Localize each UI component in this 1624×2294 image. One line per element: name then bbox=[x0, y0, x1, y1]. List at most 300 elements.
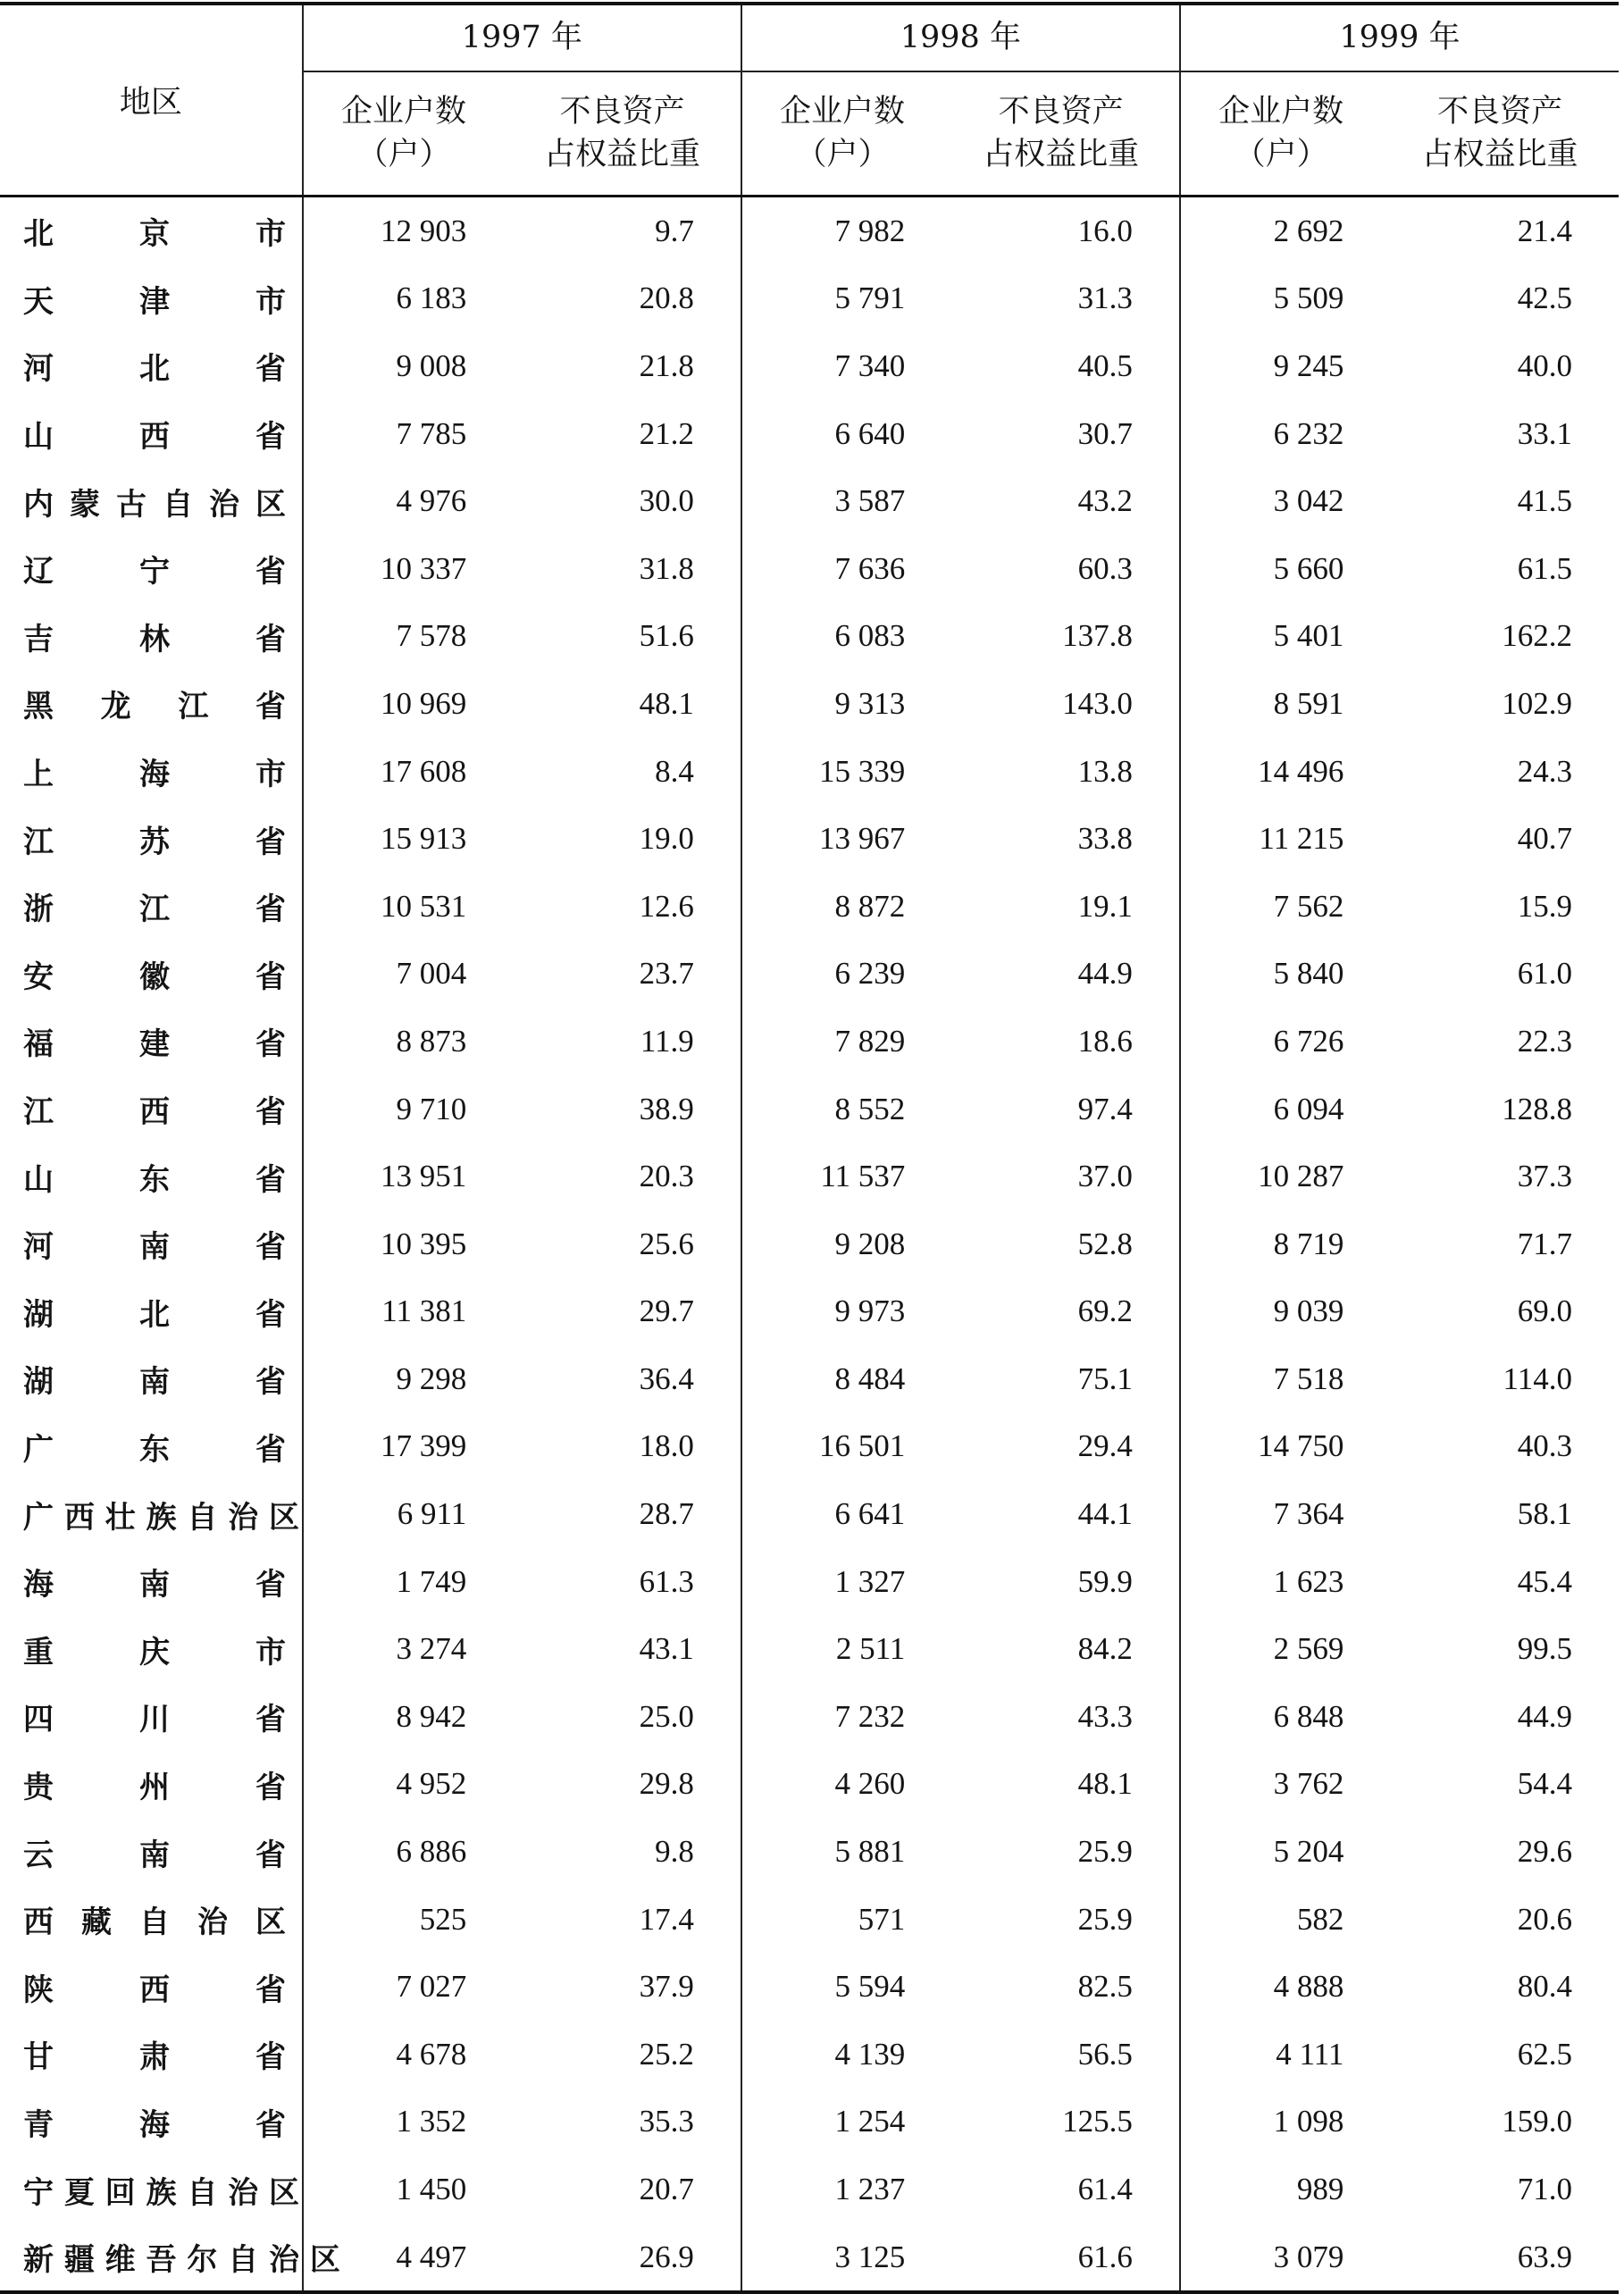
ratio-1997-cell: 29.8 bbox=[639, 1766, 694, 1802]
ratio-1999-cell: 61.5 bbox=[1517, 550, 1572, 586]
region-cell bbox=[0, 2223, 340, 2293]
region-cell bbox=[0, 1886, 303, 1954]
count-1999-cell: 4 111 bbox=[1180, 2021, 1381, 2089]
ratio-1998-cell: 137.8 bbox=[1062, 618, 1133, 654]
count-1999-cell: 11 215 bbox=[1180, 805, 1381, 873]
region-cell bbox=[0, 1008, 303, 1076]
ratio-1999-cell: 40.0 bbox=[1517, 347, 1572, 383]
ratio-1999-cell: 15.9 bbox=[1517, 888, 1572, 924]
table-row bbox=[0, 1818, 1619, 1886]
count-1997-cell: 3 274 bbox=[303, 1615, 504, 1683]
count-1997-cell: 6 886 bbox=[303, 1818, 504, 1886]
count-1997-cell: 4 952 bbox=[303, 1751, 504, 1819]
count-1998-cell: 6 083 bbox=[741, 603, 942, 671]
table-row bbox=[0, 1953, 1619, 2021]
count-1997-cell: 11 381 bbox=[303, 1278, 504, 1346]
bad-asset-ratio-header bbox=[1381, 71, 1619, 197]
table-row bbox=[0, 873, 1619, 941]
ratio-1999-cell: 40.3 bbox=[1517, 1428, 1572, 1464]
ratio-1999-cell: 41.5 bbox=[1517, 483, 1572, 519]
table-body bbox=[0, 197, 1619, 2293]
ratio-1997-cell: 20.8 bbox=[639, 280, 694, 316]
count-1999-cell: 6 094 bbox=[1180, 1076, 1381, 1143]
count-1998-cell: 5 594 bbox=[741, 1953, 942, 2021]
region-name: 吉 林 省 bbox=[23, 621, 286, 657]
ratio-1999-cell: 37.3 bbox=[1517, 1159, 1572, 1194]
statistics-table bbox=[0, 2, 1619, 2294]
count-1999-cell: 2 569 bbox=[1180, 1615, 1381, 1683]
ratio-1999-cell: 69.0 bbox=[1517, 1294, 1572, 1329]
enterprise-count-label: 企业户数 bbox=[340, 94, 466, 130]
region-cell bbox=[0, 400, 303, 468]
table-row bbox=[0, 2021, 1619, 2089]
table-row bbox=[0, 1210, 1619, 1278]
ratio-1999-cell: 63.9 bbox=[1381, 2223, 1619, 2293]
region-name: 浙 江 省 bbox=[23, 892, 286, 928]
region-cell bbox=[0, 2089, 303, 2156]
region-cell bbox=[0, 1683, 303, 1751]
count-1999-cell: 1 623 bbox=[1180, 1548, 1381, 1616]
ratio-1999-cell: 99.5 bbox=[1517, 1631, 1572, 1667]
region-name: 江 西 省 bbox=[23, 1094, 286, 1131]
count-1997-cell: 1 749 bbox=[303, 1548, 504, 1616]
region-cell bbox=[0, 1413, 303, 1481]
ratio-1999-cell: 24.3 bbox=[1517, 753, 1572, 789]
ratio-1998-cell: 97.4 bbox=[1077, 1091, 1133, 1126]
count-1998-cell: 5 791 bbox=[741, 265, 942, 333]
region-cell bbox=[0, 2156, 303, 2223]
ratio-1997-cell: 25.0 bbox=[639, 1698, 694, 1734]
ratio-1997-cell: 26.9 bbox=[504, 2223, 741, 2293]
bad-asset-ratio-label: 不良资产 bbox=[998, 94, 1124, 130]
ratio-1998-cell: 84.2 bbox=[1077, 1631, 1133, 1667]
region-cell bbox=[0, 1548, 303, 1616]
ratio-1997-cell: 17.4 bbox=[639, 1901, 694, 1937]
ratio-1998-cell: 69.2 bbox=[1077, 1294, 1133, 1329]
ratio-1998-cell: 43.3 bbox=[1077, 1698, 1133, 1734]
region-name: 甘 肃 省 bbox=[23, 2039, 286, 2076]
count-1998-cell: 9 973 bbox=[741, 1278, 942, 1346]
count-1999-cell: 582 bbox=[1180, 1886, 1381, 1954]
count-1999-cell: 3 042 bbox=[1180, 467, 1381, 535]
region-name: 新 疆 维 吾 尔 自 治 区 bbox=[23, 2242, 340, 2279]
region-name: 广 东 省 bbox=[23, 1431, 286, 1468]
table-row bbox=[0, 1143, 1619, 1210]
ratio-1999-cell: 29.6 bbox=[1517, 1834, 1572, 1870]
ratio-1997-cell: 21.2 bbox=[639, 415, 694, 451]
table-row bbox=[0, 2156, 1619, 2223]
region-name: 江 苏 省 bbox=[23, 824, 286, 860]
count-1998-cell: 4 139 bbox=[741, 2021, 942, 2089]
ratio-1997-cell: 20.3 bbox=[639, 1159, 694, 1194]
region-name: 西 藏 自 治 区 bbox=[23, 1905, 286, 1941]
table-row bbox=[0, 1278, 1619, 1346]
ratio-1997-cell: 11.9 bbox=[640, 1023, 694, 1059]
count-1998-cell: 7 982 bbox=[741, 197, 942, 265]
count-1999-cell: 5 660 bbox=[1180, 535, 1381, 603]
ratio-1998-cell: 60.3 bbox=[1077, 550, 1133, 586]
region-name: 上 海 市 bbox=[23, 757, 286, 793]
count-1997-cell: 17 399 bbox=[303, 1413, 504, 1481]
count-1997-cell: 7 004 bbox=[303, 941, 504, 1009]
ratio-1997-cell: 43.1 bbox=[639, 1631, 694, 1667]
ratio-1998-cell: 18.6 bbox=[1077, 1023, 1133, 1059]
count-1997-cell: 1 450 bbox=[303, 2156, 504, 2223]
region-name: 辽 宁 省 bbox=[23, 554, 286, 590]
table-row bbox=[0, 332, 1619, 400]
table-row bbox=[0, 265, 1619, 333]
ratio-1997-cell: 30.0 bbox=[639, 483, 694, 519]
table-row bbox=[0, 2223, 1619, 2293]
count-1999-cell: 989 bbox=[1180, 2156, 1381, 2223]
count-1999-cell: 1 098 bbox=[1180, 2089, 1381, 2156]
ratio-1997-cell: 19.0 bbox=[639, 821, 694, 857]
ratio-1998-cell: 40.5 bbox=[1077, 347, 1133, 383]
ratio-1999-cell: 80.4 bbox=[1517, 1969, 1572, 2005]
region-name: 湖 北 省 bbox=[23, 1296, 286, 1333]
region-column-header: 地区 bbox=[0, 4, 303, 197]
count-1997-cell: 10 969 bbox=[303, 670, 504, 738]
ratio-1998-cell: 125.5 bbox=[1062, 2104, 1133, 2139]
region-cell bbox=[0, 1143, 303, 1210]
count-1997-cell: 4 976 bbox=[303, 467, 504, 535]
ratio-1998-cell: 30.7 bbox=[1077, 415, 1133, 451]
count-1999-cell: 9 245 bbox=[1180, 332, 1381, 400]
count-1998-cell: 7 232 bbox=[741, 1683, 942, 1751]
region-cell bbox=[0, 332, 303, 400]
ratio-1998-cell: 75.1 bbox=[1077, 1360, 1133, 1396]
table-row bbox=[0, 738, 1619, 806]
count-1997-cell: 8 942 bbox=[303, 1683, 504, 1751]
region-name: 河 南 省 bbox=[23, 1229, 286, 1266]
enterprise-count-unit: （户） bbox=[795, 136, 890, 172]
count-1998-cell: 1 237 bbox=[741, 2156, 942, 2223]
count-1997-cell: 1 352 bbox=[303, 2089, 504, 2156]
ratio-1998-cell: 143.0 bbox=[1062, 685, 1133, 721]
ratio-1999-cell: 54.4 bbox=[1517, 1766, 1572, 1802]
table-header bbox=[0, 4, 1619, 197]
region-name: 云 南 省 bbox=[23, 1837, 286, 1873]
table-row bbox=[0, 1008, 1619, 1076]
count-1998-cell: 3 587 bbox=[741, 467, 942, 535]
count-1998-cell: 1 327 bbox=[741, 1548, 942, 1616]
region-name: 贵 州 省 bbox=[23, 1769, 286, 1805]
count-1998-cell: 7 829 bbox=[741, 1008, 942, 1076]
ratio-1999-cell: 162.2 bbox=[1502, 618, 1572, 654]
region-cell bbox=[0, 1345, 303, 1413]
region-cell bbox=[0, 873, 303, 941]
table-row bbox=[0, 1615, 1619, 1683]
count-1997-cell: 17 608 bbox=[303, 738, 504, 806]
region-cell bbox=[0, 1210, 303, 1278]
table-row bbox=[0, 197, 1619, 265]
region-cell bbox=[0, 805, 303, 873]
count-1999-cell: 5 840 bbox=[1180, 941, 1381, 1009]
count-1998-cell: 13 967 bbox=[741, 805, 942, 873]
ratio-1998-cell: 82.5 bbox=[1077, 1969, 1133, 2005]
count-1997-cell: 6 911 bbox=[303, 1480, 504, 1548]
ratio-1998-cell: 61.6 bbox=[942, 2223, 1180, 2293]
count-1999-cell: 6 232 bbox=[1180, 400, 1381, 468]
ratio-1998-cell: 13.8 bbox=[1077, 753, 1133, 789]
region-cell bbox=[0, 535, 303, 603]
count-1997-cell: 9 710 bbox=[303, 1076, 504, 1143]
ratio-1997-cell: 31.8 bbox=[639, 550, 694, 586]
count-1999-cell: 14 496 bbox=[1180, 738, 1381, 806]
count-1997-cell: 7 578 bbox=[303, 603, 504, 671]
region-cell bbox=[0, 2021, 303, 2089]
table-row bbox=[0, 1683, 1619, 1751]
ratio-1998-cell: 56.5 bbox=[1077, 2036, 1133, 2072]
bad-asset-ratio-label-2: 占权益比重 bbox=[1421, 136, 1578, 172]
count-1998-cell: 3 125 bbox=[741, 2223, 942, 2293]
ratio-1999-cell: 44.9 bbox=[1517, 1698, 1572, 1734]
ratio-1998-cell: 52.8 bbox=[1077, 1226, 1133, 1261]
ratio-1997-cell: 48.1 bbox=[639, 685, 694, 721]
count-1998-cell: 6 641 bbox=[741, 1480, 942, 1548]
ratio-1997-cell: 25.2 bbox=[639, 2036, 694, 2072]
count-1999-cell: 3 762 bbox=[1180, 1751, 1381, 1819]
region-name: 海 南 省 bbox=[23, 1567, 286, 1603]
count-1998-cell: 2 511 bbox=[741, 1615, 942, 1683]
ratio-1997-cell: 21.8 bbox=[639, 347, 694, 383]
region-name: 福 建 省 bbox=[23, 1026, 286, 1063]
ratio-1999-cell: 33.1 bbox=[1517, 415, 1572, 451]
bad-asset-ratio-header bbox=[942, 71, 1180, 197]
count-1997-cell: 8 873 bbox=[303, 1008, 504, 1076]
count-1997-cell: 10 395 bbox=[303, 1210, 504, 1278]
region-name: 湖 南 省 bbox=[23, 1364, 286, 1401]
enterprise-count-header bbox=[303, 71, 504, 197]
ratio-1999-cell: 45.4 bbox=[1517, 1563, 1572, 1599]
region-cell bbox=[0, 1953, 303, 2021]
ratio-1999-cell: 61.0 bbox=[1517, 956, 1572, 992]
count-1998-cell: 8 552 bbox=[741, 1076, 942, 1143]
count-1998-cell: 15 339 bbox=[741, 738, 942, 806]
region-name: 青 海 省 bbox=[23, 2106, 286, 2143]
ratio-1999-cell: 58.1 bbox=[1517, 1496, 1572, 1532]
ratio-1999-cell: 22.3 bbox=[1517, 1023, 1572, 1059]
region-name: 山 西 省 bbox=[23, 419, 286, 456]
table-row bbox=[0, 1751, 1619, 1819]
enterprise-count-unit: （户） bbox=[356, 136, 451, 172]
ratio-1998-cell: 48.1 bbox=[1077, 1766, 1133, 1802]
ratio-1998-cell: 31.3 bbox=[1077, 280, 1133, 316]
region-cell bbox=[0, 603, 303, 671]
table-row bbox=[0, 1886, 1619, 1954]
count-1997-cell: 4 678 bbox=[303, 2021, 504, 2089]
ratio-1999-cell: 159.0 bbox=[1502, 2104, 1572, 2139]
ratio-1997-cell: 28.7 bbox=[639, 1496, 694, 1532]
ratio-1999-cell: 128.8 bbox=[1502, 1091, 1572, 1126]
count-1997-cell: 10 337 bbox=[303, 535, 504, 603]
count-1998-cell: 4 260 bbox=[741, 1751, 942, 1819]
enterprise-count-label: 企业户数 bbox=[780, 94, 906, 130]
count-1997-cell: 7 027 bbox=[303, 1953, 504, 2021]
count-1999-cell: 5 401 bbox=[1180, 603, 1381, 671]
region-cell bbox=[0, 1615, 303, 1683]
ratio-1998-cell: 44.9 bbox=[1077, 956, 1133, 992]
ratio-1998-cell: 61.4 bbox=[1077, 2172, 1133, 2207]
region-name: 四 川 省 bbox=[23, 1702, 286, 1738]
count-1998-cell: 9 208 bbox=[741, 1210, 942, 1278]
count-1999-cell: 8 719 bbox=[1180, 1210, 1381, 1278]
enterprise-count-label: 企业户数 bbox=[1218, 94, 1344, 130]
count-1999-cell: 6 726 bbox=[1180, 1008, 1381, 1076]
region-name: 黑 龙 江 省 bbox=[23, 689, 286, 725]
ratio-1998-cell: 44.1 bbox=[1077, 1496, 1133, 1532]
table-row bbox=[0, 941, 1619, 1009]
ratio-1997-cell: 9.7 bbox=[655, 213, 694, 248]
region-name: 宁 夏 回 族 自 治 区 bbox=[23, 2174, 300, 2211]
count-1999-cell: 4 888 bbox=[1180, 1953, 1381, 2021]
count-1998-cell: 7 636 bbox=[741, 535, 942, 603]
count-1997-cell: 13 951 bbox=[303, 1143, 504, 1210]
count-1999-cell: 7 518 bbox=[1180, 1345, 1381, 1413]
count-1997-cell: 9 008 bbox=[303, 332, 504, 400]
table-row bbox=[0, 467, 1619, 535]
table-row bbox=[0, 2089, 1619, 2156]
count-1999-cell: 14 750 bbox=[1180, 1413, 1381, 1481]
count-1999-cell: 6 848 bbox=[1180, 1683, 1381, 1751]
count-1997-cell: 12 903 bbox=[303, 197, 504, 265]
ratio-1997-cell: 29.7 bbox=[639, 1294, 694, 1329]
count-1999-cell: 9 039 bbox=[1180, 1278, 1381, 1346]
region-name: 北 京 市 bbox=[23, 216, 286, 253]
region-cell bbox=[0, 1480, 303, 1548]
ratio-1997-cell: 9.8 bbox=[655, 1834, 694, 1870]
count-1998-cell: 6 239 bbox=[741, 941, 942, 1009]
count-1999-cell: 8 591 bbox=[1180, 670, 1381, 738]
count-1999-cell: 5 509 bbox=[1180, 265, 1381, 333]
ratio-1998-cell: 19.1 bbox=[1077, 888, 1133, 924]
region-cell bbox=[0, 467, 303, 535]
ratio-1999-cell: 21.4 bbox=[1517, 213, 1572, 248]
ratio-1997-cell: 12.6 bbox=[639, 888, 694, 924]
region-name: 天 津 市 bbox=[23, 283, 286, 320]
count-1999-cell: 2 692 bbox=[1180, 197, 1381, 265]
ratio-1997-cell: 18.0 bbox=[639, 1428, 694, 1464]
table-row bbox=[0, 805, 1619, 873]
table-row bbox=[0, 603, 1619, 671]
ratio-1998-cell: 29.4 bbox=[1077, 1428, 1133, 1464]
region-name: 安 徽 省 bbox=[23, 959, 286, 995]
ratio-1998-cell: 59.9 bbox=[1077, 1563, 1133, 1599]
ratio-1997-cell: 8.4 bbox=[655, 753, 694, 789]
count-1998-cell: 16 501 bbox=[741, 1413, 942, 1481]
bad-asset-ratio-label-2: 占权益比重 bbox=[544, 136, 701, 172]
table-row bbox=[0, 1345, 1619, 1413]
ratio-1998-cell: 25.9 bbox=[1077, 1834, 1133, 1870]
bad-asset-ratio-label: 不良资产 bbox=[559, 94, 685, 130]
ratio-1997-cell: 51.6 bbox=[639, 618, 694, 654]
ratio-1997-cell: 35.3 bbox=[639, 2104, 694, 2139]
enterprise-count-unit: （户） bbox=[1234, 136, 1328, 172]
enterprise-count-header bbox=[1180, 71, 1381, 197]
ratio-1997-cell: 23.7 bbox=[639, 956, 694, 992]
bad-asset-ratio-label: 不良资产 bbox=[1437, 94, 1563, 130]
ratio-1999-cell: 20.6 bbox=[1517, 1901, 1572, 1937]
count-1997-cell: 7 785 bbox=[303, 400, 504, 468]
year-header-row bbox=[0, 4, 1619, 71]
region-cell bbox=[0, 1751, 303, 1819]
year-header-1997: 1997 年 bbox=[303, 4, 741, 71]
region-cell bbox=[0, 1278, 303, 1346]
count-1998-cell: 571 bbox=[741, 1886, 942, 1954]
count-1999-cell: 10 287 bbox=[1180, 1143, 1381, 1210]
ratio-1999-cell: 102.9 bbox=[1502, 685, 1572, 721]
ratio-1998-cell: 25.9 bbox=[1077, 1901, 1133, 1937]
region-cell bbox=[0, 1818, 303, 1886]
count-1997-cell: 4 497 bbox=[303, 2223, 504, 2293]
count-1997-cell: 525 bbox=[303, 1886, 504, 1954]
ratio-1997-cell: 38.9 bbox=[639, 1091, 694, 1126]
region-cell bbox=[0, 265, 303, 333]
count-1999-cell: 7 364 bbox=[1180, 1480, 1381, 1548]
count-1998-cell: 6 640 bbox=[741, 400, 942, 468]
count-1997-cell: 15 913 bbox=[303, 805, 504, 873]
count-1998-cell: 9 313 bbox=[741, 670, 942, 738]
ratio-1998-cell: 33.8 bbox=[1077, 821, 1133, 857]
ratio-1999-cell: 42.5 bbox=[1517, 280, 1572, 316]
ratio-1997-cell: 20.7 bbox=[639, 2172, 694, 2207]
ratio-1998-cell: 43.2 bbox=[1077, 483, 1133, 519]
ratio-1999-cell: 40.7 bbox=[1517, 821, 1572, 857]
region-name: 山 东 省 bbox=[23, 1161, 286, 1198]
region-cell bbox=[0, 738, 303, 806]
table-row bbox=[0, 670, 1619, 738]
ratio-1998-cell: 37.0 bbox=[1077, 1159, 1133, 1194]
table-row bbox=[0, 1413, 1619, 1481]
count-1998-cell: 7 340 bbox=[741, 332, 942, 400]
ratio-1999-cell: 71.0 bbox=[1517, 2172, 1572, 2207]
count-1998-cell: 11 537 bbox=[741, 1143, 942, 1210]
ratio-1999-cell: 114.0 bbox=[1503, 1360, 1572, 1396]
enterprise-count-header bbox=[741, 71, 942, 197]
count-1999-cell: 3 079 bbox=[1180, 2223, 1381, 2293]
count-1997-cell: 6 183 bbox=[303, 265, 504, 333]
region-name: 重 庆 市 bbox=[23, 1634, 286, 1670]
region-cell bbox=[0, 670, 303, 738]
bad-asset-ratio-label-2: 占权益比重 bbox=[983, 136, 1140, 172]
table-row bbox=[0, 400, 1619, 468]
ratio-1997-cell: 25.6 bbox=[639, 1226, 694, 1261]
region-name: 内 蒙 古 自 治 区 bbox=[23, 486, 286, 523]
table-row bbox=[0, 1548, 1619, 1616]
year-header-1999: 1999 年 bbox=[1180, 4, 1619, 71]
table-row bbox=[0, 1480, 1619, 1548]
table-row bbox=[0, 535, 1619, 603]
region-name: 陕 西 省 bbox=[23, 1972, 286, 2008]
ratio-1997-cell: 36.4 bbox=[639, 1360, 694, 1396]
count-1998-cell: 1 254 bbox=[741, 2089, 942, 2156]
table-row bbox=[0, 1076, 1619, 1143]
region-name: 广 西 壮 族 自 治 区 bbox=[23, 1499, 300, 1536]
ratio-1998-cell: 16.0 bbox=[1077, 213, 1133, 248]
region-cell bbox=[0, 1076, 303, 1143]
count-1997-cell: 10 531 bbox=[303, 873, 504, 941]
ratio-1999-cell: 62.5 bbox=[1517, 2036, 1572, 2072]
region-cell bbox=[0, 197, 303, 265]
count-1999-cell: 5 204 bbox=[1180, 1818, 1381, 1886]
ratio-1999-cell: 71.7 bbox=[1517, 1226, 1572, 1261]
ratio-1997-cell: 37.9 bbox=[639, 1969, 694, 2005]
bad-asset-ratio-header bbox=[504, 71, 741, 197]
region-name: 河 北 省 bbox=[23, 351, 286, 388]
count-1997-cell: 9 298 bbox=[303, 1345, 504, 1413]
year-header-1998: 1998 年 bbox=[741, 4, 1180, 71]
count-1998-cell: 8 872 bbox=[741, 873, 942, 941]
